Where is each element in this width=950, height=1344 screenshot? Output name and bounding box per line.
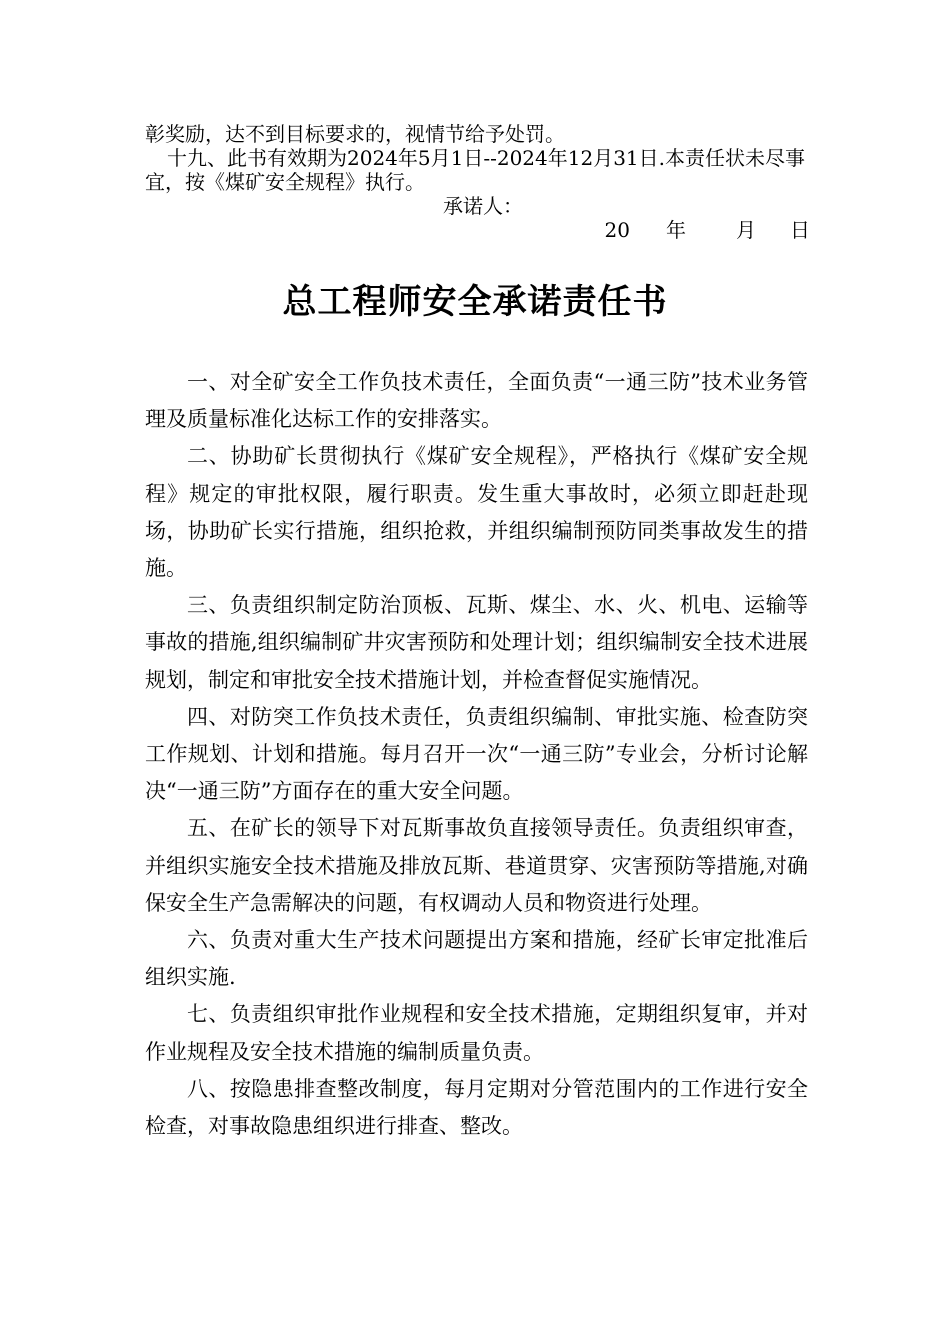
signer-label: 承诺人： — [443, 194, 523, 218]
responsibility-clauses — [145, 364, 808, 1145]
previous-section-tail — [145, 122, 810, 242]
date-year-label: 年 — [666, 218, 686, 242]
clause-item: 四、对防突工作负技术责任，负责组织编制、审批实施、检查防突工作规划、计划和措施。每月召开一次“一通三防”专业会，分析讨论解决“一通三防”方面存在的重大安全问题。 — [145, 704, 808, 804]
reward-penalty-line: 彰奖励，达不到目标要求的，视情节给予处罚。 — [145, 122, 565, 146]
clause-item: 一、对全矿安全工作负技术责任，全面负责“一通三防”技术业务管理及质量标准化达标工作的安排落实。 — [145, 370, 808, 432]
date-month-label: 月 — [736, 218, 756, 242]
clause-item: 五、在矿长的领导下对瓦斯事故负直接领导责任。负责组织审查，并组织实施安全技术措施及排放瓦斯、巷道贯穿、灾害预防等措施,对确保安全生产急需解决的问题，有权调动人员和物资进行处理。 — [145, 816, 808, 915]
clause-item: 七、负责组织审批作业规程和安全技术措施，定期组织复审，并对作业规程及安全技术措施的编制质量负责。 — [145, 1002, 808, 1064]
clause-item: 六、负责对重大生产技术问题提出方案和措施，经矿长审定批准后组织实施. — [145, 928, 808, 990]
date-line — [145, 218, 810, 242]
date-year-prefix: 20 — [604, 218, 630, 242]
date-day-label: 日 — [790, 218, 810, 242]
clause-item: 二、协助矿长贯彻执行《煤矿安全规程》，严格执行《煤矿安全规程》规定的审批权限，履行职责。发生重大事故时，必须立即赶赴现场，协助矿长实行措施，组织抢救，并组织编制预防同类事故发生的措施。 — [145, 444, 808, 581]
clause-19: 十九、此书有效期为2024年5月1日--2024年12月31日.本责任状未尽事宜，按《煤矿安全规程》执行。 — [145, 146, 806, 194]
clause-item: 三、负责组织制定防治顶板、瓦斯、煤尘、水、火、机电、运输等事故的措施,组织编制矿井灾害预防和处理计划；组织编制安全技术进展规划，制定和审批安全技术措施计划，并检查督促实施情况。 — [145, 593, 808, 692]
document-title: 总工程师安全承诺责任书 — [282, 282, 668, 322]
clause-item: 八、按隐患排查整改制度，每月定期对分管范围内的工作进行安全检查，对事故隐患组织进行排查、整改。 — [145, 1076, 808, 1139]
